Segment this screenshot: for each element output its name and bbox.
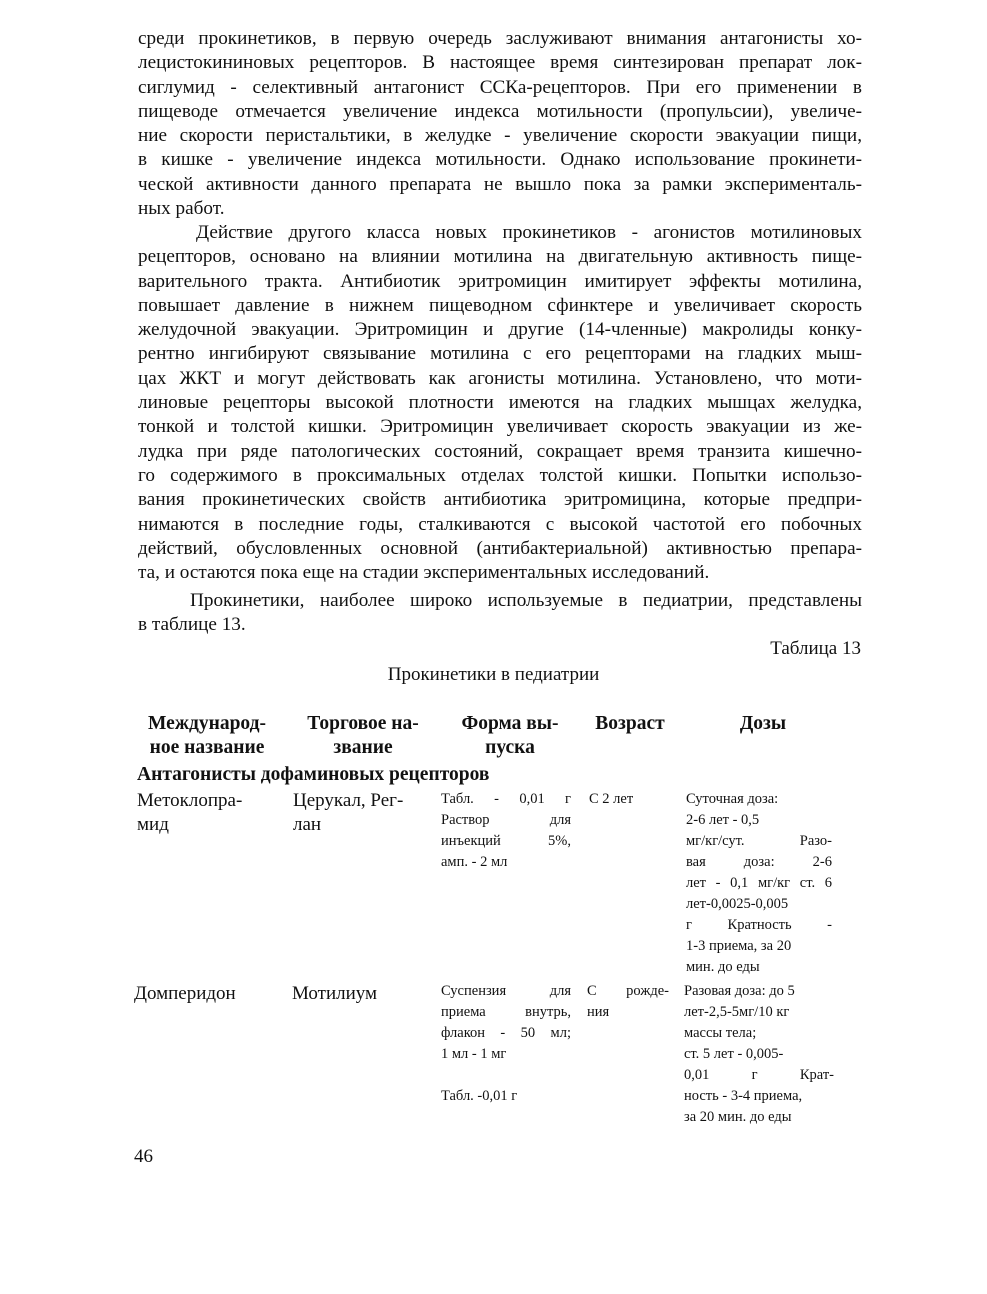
cell-line: мг/кг/сут. Разо-	[686, 833, 832, 849]
cell-line: г Кратность -	[686, 917, 832, 933]
cell-line: Мотилиум	[292, 983, 378, 1004]
text-line: рентно ингибируют связывание мотилина с его рецепторами на гладких мыш-	[138, 343, 862, 365]
cell-line: мид	[137, 814, 169, 835]
text-line: вания прокинетических свойств антибиотика эритромицина, которые предпри-	[138, 489, 862, 511]
cell-line: массы тела;	[684, 1025, 757, 1041]
table-group-label: Антагонисты дофаминовых рецепторов	[137, 764, 490, 785]
cell-line: мин. до еды	[686, 959, 760, 975]
text-line: ние скорости перистальтики, в желудке - увеличение скорости эвакуации пищи,	[138, 125, 862, 147]
row1-age	[589, 789, 669, 810]
text-line: в кишке - увеличение индекса мотильности. Однако использование прокинети-	[138, 149, 862, 171]
text-line: ческой активности данного препарата не вышло пока за рамки эксперименталь-	[138, 173, 862, 195]
header-age	[582, 712, 678, 736]
cell-line: Раствор для	[441, 812, 571, 828]
text-line: рецепторов, основано на влиянии мотилина на двигательную активность пище-	[138, 246, 862, 268]
cell-line: ния	[587, 1004, 610, 1020]
row2-trade-name	[292, 982, 377, 1006]
header-trade-name	[288, 712, 438, 760]
cell-line: ст. 5 лет - 0,005-	[684, 1046, 784, 1062]
text-line: цах ЖКТ и могут действовать как агонисты мотилина. Установлено, что моти-	[138, 367, 862, 389]
text-line: ных работ.	[138, 198, 225, 220]
cell-line: вая доза: 2-6	[686, 854, 832, 870]
text-line: сиглумид - селективный антагонист ССКа-рецепторов. При его применении в	[138, 76, 862, 98]
row1-trade-name	[293, 789, 403, 837]
header-line: Возраст	[595, 713, 665, 734]
text-line: пищеводе отмечается увеличение индекса мотильности (пропульсии), увеличе-	[138, 100, 862, 122]
paragraph-1	[138, 27, 862, 221]
cell-line: Метоклопра-	[137, 790, 243, 811]
text-line: лудка при ряде патологических состояний, сокращает время транзита кишечно-	[138, 440, 862, 462]
text-line: го содержимого в проксимальных отделах толстой кишки. Попытки использо-	[138, 464, 862, 486]
text-line: та, и остаются пока еще на стадии экспериментальных исследований.	[138, 562, 710, 584]
row1-intl-name	[137, 789, 242, 837]
cell-line: лан	[293, 814, 322, 835]
cell-line	[441, 1065, 571, 1086]
header-line: пуска	[485, 737, 535, 758]
text-line: варительного тракта. Антибиотик эритромицин имитирует эффекты мотилина,	[138, 270, 862, 292]
cell-line: С 2 лет	[589, 791, 634, 807]
header-release-form	[440, 712, 580, 760]
header-international-name	[132, 712, 282, 760]
cell-line: амп. - 2 мл	[441, 854, 508, 870]
text-line: лецистокининовых рецепторов. В настоящее время синтезирован препарат лок-	[138, 52, 862, 74]
cell-line: лет-2,5-5мг/10 кг	[684, 1004, 790, 1020]
header-line: Торговое на-	[307, 713, 419, 734]
header-line: Международ-	[148, 713, 266, 734]
header-doses	[700, 712, 826, 736]
cell-line: 1 мл - 1 мг	[441, 1046, 507, 1062]
cell-line: флакон - 50 мл;	[441, 1025, 571, 1041]
cell-line: 1-3 приема, за 20	[686, 938, 792, 954]
text-line: действий, обусловленных основной (антибактериальной) активностью препара-	[138, 537, 862, 559]
table-title: Прокинетики в педиатрии	[387, 664, 600, 685]
cell-line: Церукал, Рег-	[293, 790, 404, 811]
cell-line: приема внутрь,	[441, 1004, 571, 1020]
row2-dose	[684, 981, 834, 1128]
cell-line: Домперидон	[134, 983, 236, 1004]
cell-line: Суспензия для	[441, 983, 571, 999]
cell-line: инъекций 5%,	[441, 833, 571, 849]
cell-line: за 20 мин. до еды	[684, 1109, 792, 1125]
header-line: Дозы	[739, 713, 787, 734]
page-number: 46	[134, 1146, 153, 1167]
text-line: нимаются в последние годы, сталкиваются с высокой частотой его побочных	[138, 513, 862, 535]
text-line: в таблице 13.	[138, 614, 246, 636]
text-line: линовые рецепторы высокой плотности имеются на гладких мышцах желудка,	[138, 392, 862, 414]
text-line: тонкой и толстой кишки. Эритромицин увеличивает скорость эвакуации из же-	[138, 416, 862, 438]
cell-line: Суточная доза:	[686, 791, 779, 807]
row1-form	[441, 789, 571, 873]
text-line: Прокинетики, наиболее широко используемые в педиатрии, представлены	[190, 590, 862, 611]
row1-dose	[686, 789, 832, 978]
cell-line: С рожде-	[587, 983, 669, 999]
paragraph-2	[138, 221, 862, 585]
row2-intl-name	[134, 982, 236, 1006]
cell-line: лет-0,0025-0,005	[686, 896, 789, 912]
cell-line: 2-6 лет - 0,5	[686, 812, 760, 828]
cell-line: 0,01 г Крат-	[684, 1067, 834, 1083]
cell-line: Табл. - 0,01 г	[441, 791, 571, 807]
text-line: желудочной эвакуации. Эритромицин и другие (14-членные) макролиды конку-	[138, 319, 862, 341]
header-line: Форма вы-	[461, 713, 559, 734]
cell-line: Табл. -0,01 г	[441, 1088, 518, 1104]
cell-line: лет - 0,1 мг/кг ст. 6	[686, 875, 832, 891]
cell-line: ность - 3-4 приема,	[684, 1088, 803, 1104]
paragraph-3	[138, 589, 862, 638]
table-number-label: Таблица 13	[770, 638, 861, 659]
row2-age	[587, 981, 669, 1023]
cell-line: Разовая доза: до 5	[684, 983, 795, 999]
text-line: повышает давление в нижнем пищеводном сфинктере и увеличивает скорость	[138, 294, 862, 316]
text-line: среди прокинетиков, в первую очередь заслуживают внимания антагонисты хо-	[138, 28, 862, 49]
header-line: ное название	[149, 737, 265, 758]
header-line: звание	[333, 737, 393, 758]
text-line: Действие другого класса новых прокинетиков - агонистов мотилиновых	[196, 222, 862, 243]
row2-form	[441, 981, 571, 1107]
